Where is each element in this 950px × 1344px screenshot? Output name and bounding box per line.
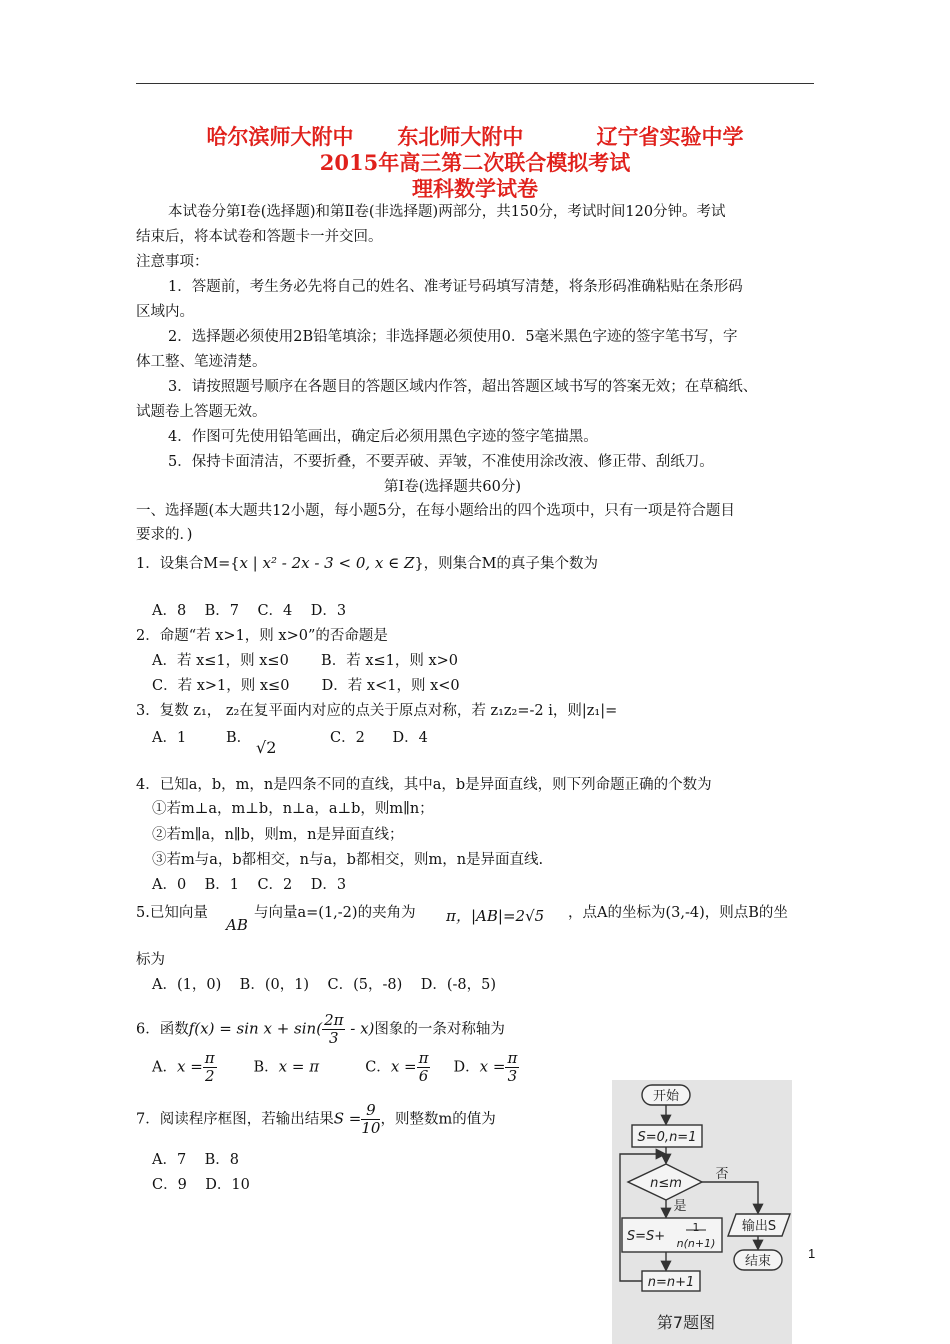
question-5-options: A．(1，0) B．(0，1) C．(5，-8) D．(-8，5) [152, 977, 497, 993]
question-6-options: A．x = $\frac{\pi}{2}$ B．x = π C．x = $\frac{\pi}{6}$ D．x = $\frac{\pi}{3}$ [152, 1049, 518, 1085]
question-5-angle: π [446, 907, 456, 925]
intro-line-2: 结束后，将本试卷和答题卡一并交回。 [136, 229, 383, 245]
subject-title: 理科数学试卷 [412, 176, 538, 201]
question-5-stem: 5.已知向量 [136, 905, 208, 921]
flow-yes-label: 是 [673, 1199, 687, 1214]
question-7-stem: 7．阅读程序框图，若输出结果S = $\frac{9}{10}$ ，则整数m的值为 [136, 1101, 496, 1137]
page-number: 1 [808, 1246, 816, 1261]
question-5-vector: AB [226, 916, 248, 934]
question-2-stem: 2．命题“若 x>1，则 x>0”的否命题是 [136, 628, 388, 644]
flow-end-label: 结束 [744, 1254, 772, 1269]
flow-output-label: 输出S [741, 1219, 777, 1234]
notice-heading: 注意事项： [136, 254, 209, 270]
flow-caption: 第7题图 [656, 1313, 716, 1332]
flow-fraction-denominator: n(n+1) [676, 1237, 716, 1250]
notice-1a: 1．答题前，考生务必先将自己的姓名、准考证号码填写清楚，将条形码准确粘贴在条形码 [168, 279, 743, 295]
flow-init-label: S=0,n=1 [637, 1130, 697, 1145]
question-7-options-cd: C．9 D．10 [152, 1177, 250, 1193]
school-names: 哈尔滨师大附中 东北师大附中 辽宁省实验中学 [206, 124, 744, 149]
question-7-options-ab: A．7 B．8 [152, 1152, 240, 1168]
question-4-statement-1: ①若m⊥a，m⊥b，n⊥a，a⊥b，则m∥n； [152, 801, 434, 817]
question-5-magnitude: ，|AB|=2√5 [456, 907, 545, 925]
question-3-option-b-value: √2 [256, 738, 277, 757]
notice-4: 4．作图可先使用铅笔画出，确定后必须用黑色字迹的签字笔描黑。 [168, 429, 598, 445]
flow-start-label: 开始 [652, 1089, 680, 1104]
question-3-option-a: A．1 [152, 730, 187, 746]
flow-fraction-numerator: 1 [692, 1221, 700, 1234]
part1-title: 第Ⅰ卷(选择题共60分) [384, 479, 521, 495]
notice-2b: 体工整、笔迹清楚。 [136, 354, 267, 370]
question-2-options-ab: A．若 x≤1，则 x≤0 B．若 x≤1，则 x>0 [152, 653, 459, 669]
flow-update-s-label: S=S+ [626, 1229, 666, 1244]
notice-3a: 3．请按照题号顺序在各题目的答题区域内作答，超出答题区域书写的答案无效；在草稿纸、 [168, 379, 758, 395]
question-1-options: A．8 B．7 C．4 D．3 [152, 603, 347, 619]
intro-line-1: 本试卷分第Ⅰ卷(选择题)和第Ⅱ卷(非选择题)两部分，共150分，考试时间120分钟。考试 [168, 204, 726, 220]
section-heading-a: 一、选择题(本大题共12小题，每小题5分，在每小题给出的四个选项中，只有一项是符合题目 [136, 503, 735, 519]
question-5-stem-post: ，点A的坐标为(3,-4)，则点B的坐 [568, 905, 788, 921]
question-3-stem: 3．复数 z₁， z₂在复平面内对应的点关于原点对称，若 z₁z₂=-2 i，则|z₁|= [136, 703, 618, 719]
flowchart-figure [612, 1080, 792, 1344]
question-2-options-cd: C．若 x>1，则 x≤0 D．若 x<1，则 x<0 [152, 678, 460, 694]
flow-condition-label: n≤m [650, 1176, 682, 1191]
notice-2a: 2．选择题必须使用2B铅笔填涂；非选择题必须使用0．5毫米黑色字迹的签字笔书写，字 [168, 329, 738, 345]
question-6-stem: 6．函数f(x) = sin x + sin( $\frac{2\pi}{3}$ - x)图象的一条对称轴为 [136, 1011, 505, 1047]
question-4-stem: 4．已知a，b，m，n是四条不同的直线，其中a，b是异面直线，则下列命题正确的个数为 [136, 777, 712, 793]
notice-1b: 区域内。 [136, 304, 194, 320]
exam-title: 2015年高三第二次联合模拟考试 [319, 150, 631, 175]
question-4-statement-2: ②若m∥a，n∥b，则m，n是异面直线； [152, 827, 404, 843]
question-3-options-cd: C．2 D．4 [330, 730, 428, 746]
question-3-option-b: B． [226, 730, 252, 746]
question-5-stem-mid: 与向量a=(1,-2)的夹角为 [254, 905, 416, 921]
flow-update-n-label: n=n+1 [647, 1275, 695, 1290]
question-4-options: A．0 B．1 C．2 D．3 [152, 877, 347, 893]
flow-no-label: 否 [715, 1167, 729, 1182]
header-rule [136, 83, 814, 84]
question-5-stem-line2: 标为 [136, 952, 165, 968]
question-1-stem: 1．设集合M={x | x² - 2x - 3 < 0, x ∈ Z}，则集合M的真子集个数为 [136, 554, 599, 572]
notice-5: 5．保持卡面清洁，不要折叠，不要弄破、弄皱，不准使用涂改液、修正带、刮纸刀。 [168, 454, 714, 470]
question-4-statement-3: ③若m与a，b都相交，n与a，b都相交，则m，n是异面直线. [152, 852, 544, 868]
notice-3b: 试题卷上答题无效。 [136, 404, 267, 420]
section-heading-b: 要求的．) [136, 527, 193, 543]
